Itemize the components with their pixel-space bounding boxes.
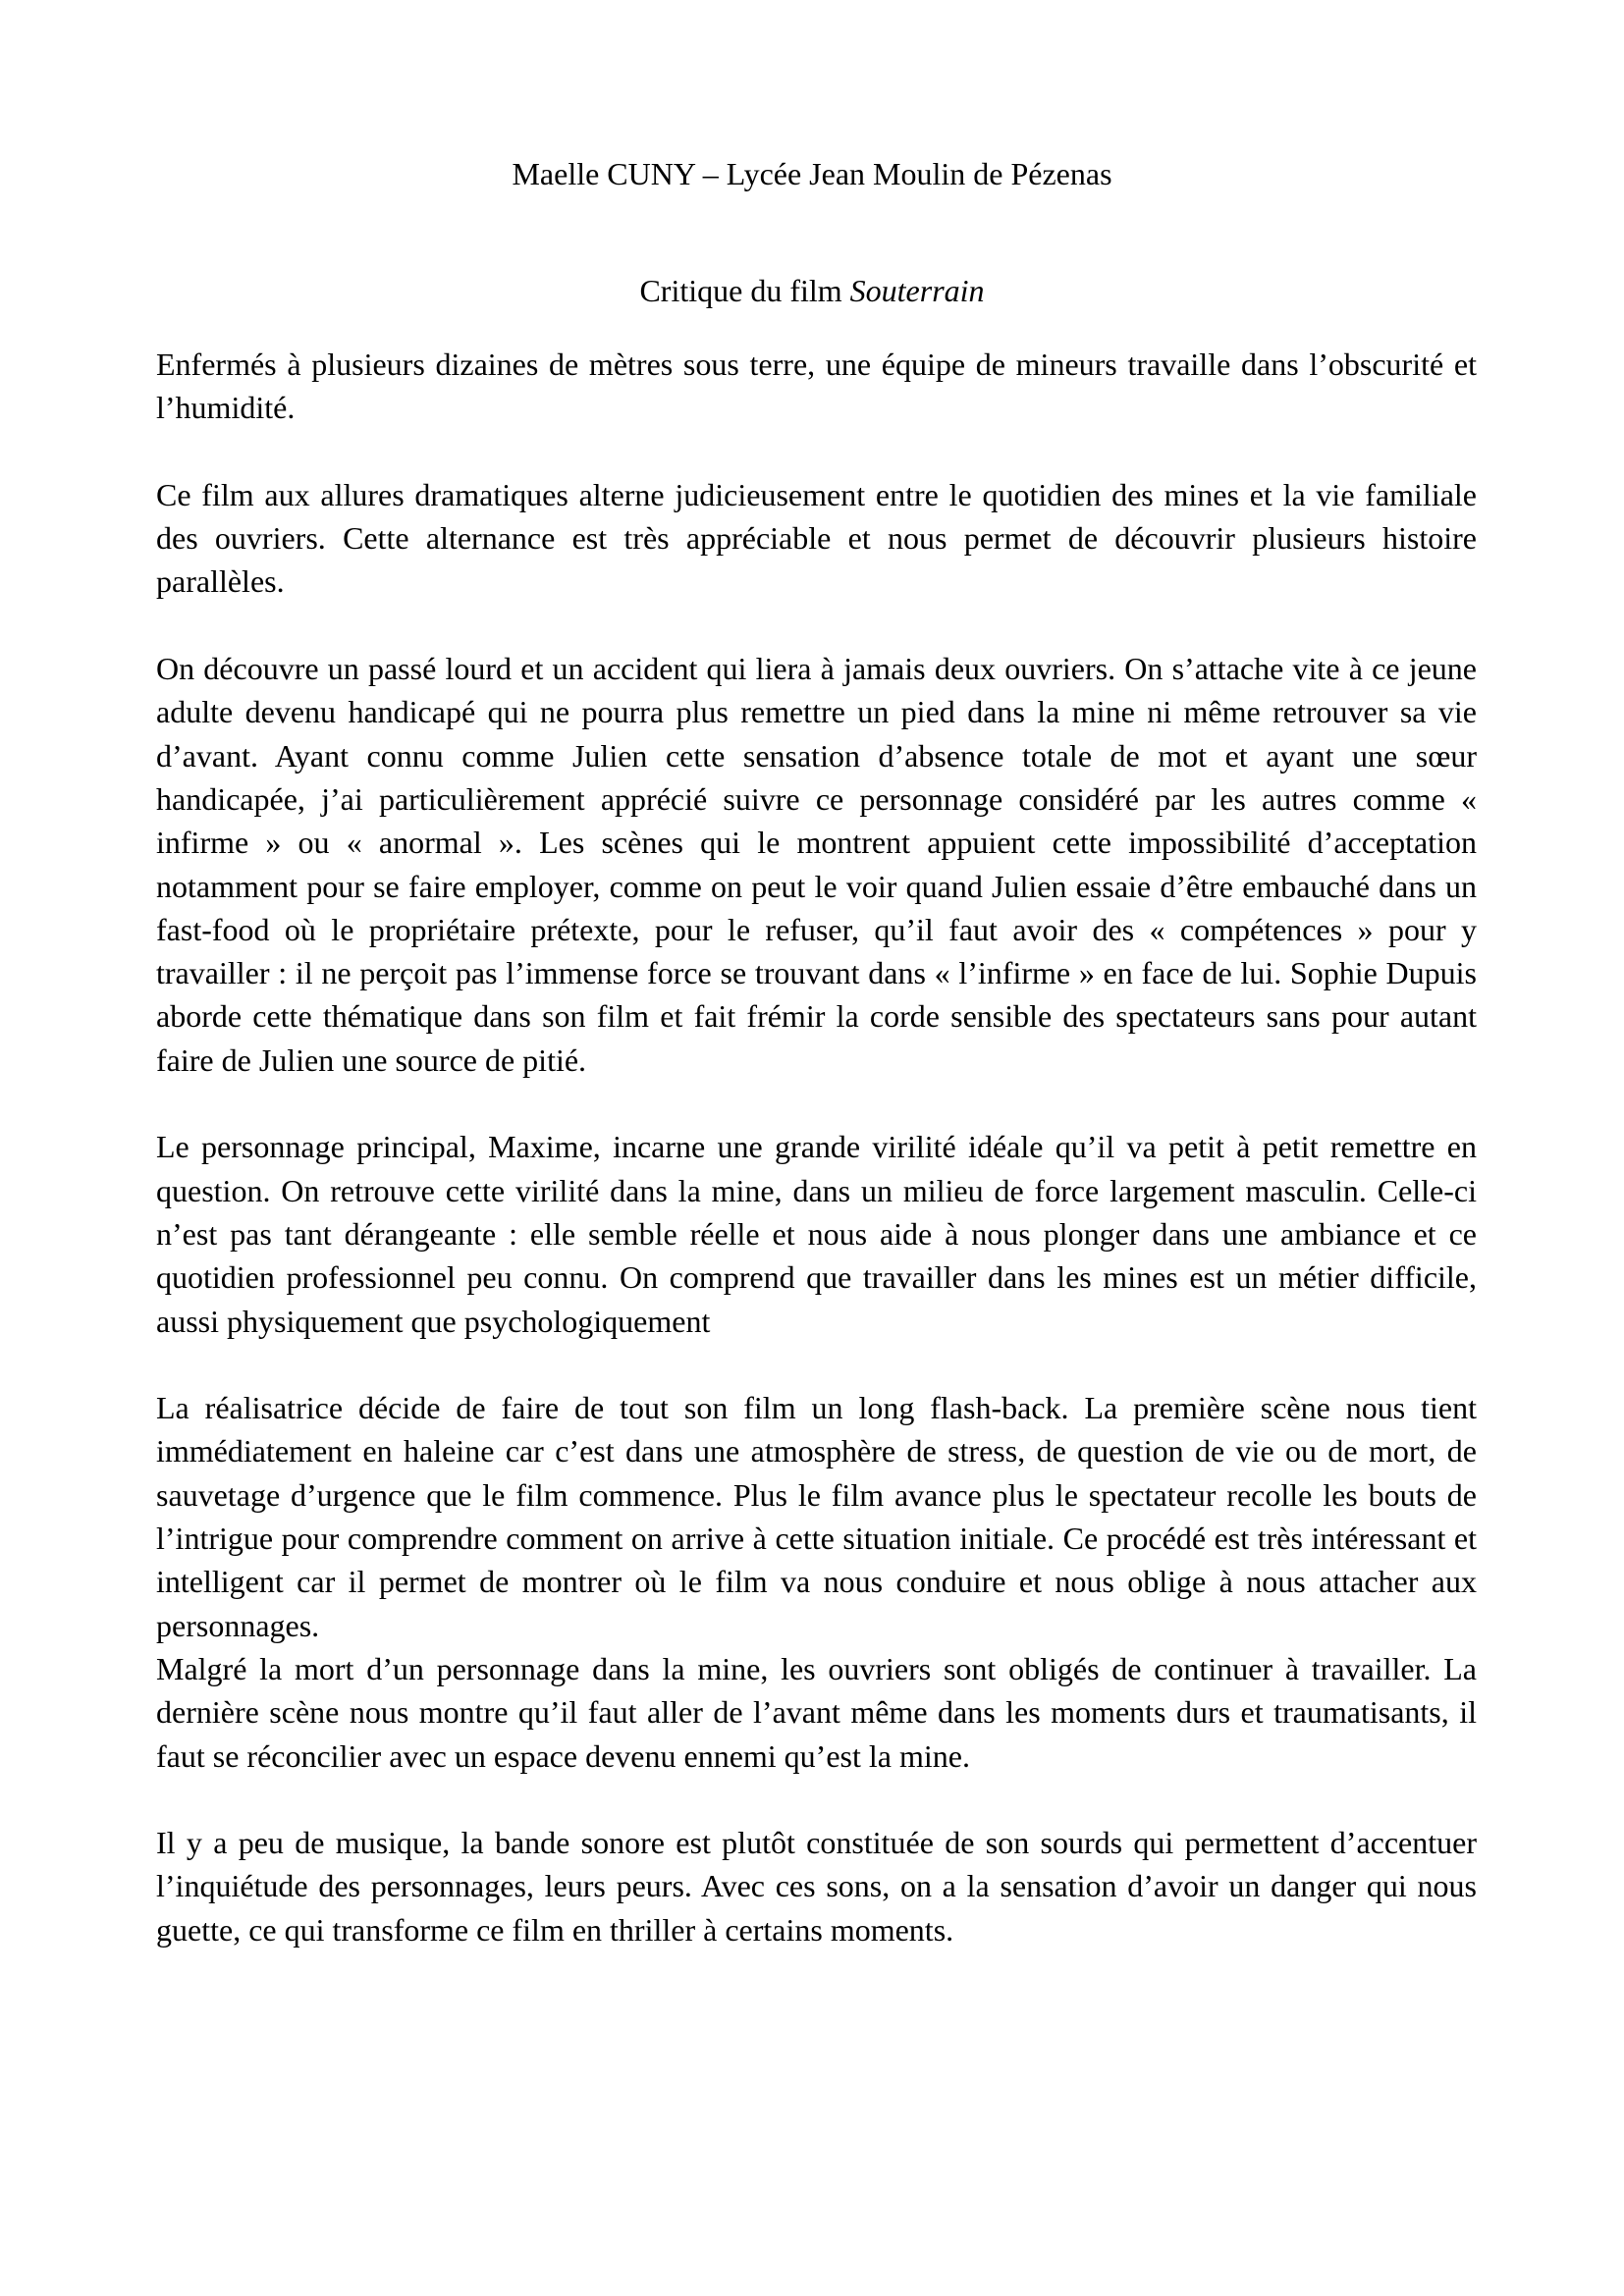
paragraph-maxime: Le personnage principal, Maxime, incarne une grande virilité idéale qu’il va petit à petit remettre en question. On retrouve cette virilité dans la mine, dans un milieu de force largement masculin. Celle-ci n’est pas tant dérangeante : elle semble réelle et nous aide à nous plonger dans une ambiance et ce quotidien professionnel peu connu. On comprend que travailler dans les mines est un métier difficile, aussi physiquement que psychologiquement bbox=[156, 1129, 1477, 1339]
paragraph-sound: Il y a peu de musique, la bande sonore est plutôt constituée de son sourds qui permettent d’accentuer l’inquiétude des personnages, leurs peurs. Avec ces sons, on a la sensation d’avoir un danger qui nous guette, ce qui transforme ce film en thriller à certains moments. bbox=[156, 1825, 1477, 1948]
paragraph-julien: On découvre un passé lourd et un accident qui liera à jamais deux ouvriers. On s’attache vite à ce jeune adulte devenu handicapé qui ne pourra plus remettre un pied dans la mine ni même retrouver sa vie d’avant. Ayant connu comme Julien cette sensation d’absence totale de mot et ayant une sœur handicapée, j’ai particulièrement apprécié suivre ce personnage considéré par les autres comme « infirme » ou « anormal ». Les scènes qui le montrent appuient cette impossibilité d’acceptation notamment pour se faire employer, comme on peut le voir quand Julien essaie d’être embauché dans un fast-food où le propriétaire prétexte, pour le refuser, qu’il faut avoir des « compétences » pour y travailler : il ne perçoit pas l’immense force se trouvant dans « l’infirme » en face de lui. Sophie Dupuis aborde cette thématique dans son film et fait frémir la corde sensible des spectateurs sans pour autant faire de Julien une source de pitié. bbox=[156, 651, 1477, 1078]
document-title bbox=[0, 269, 1624, 312]
author-line: Maelle CUNY – Lycée Jean Moulin de Pézenas bbox=[512, 156, 1112, 191]
title-prefix: Critique du film bbox=[639, 273, 850, 308]
paragraph-flashback: La réalisatrice décide de faire de tout son film un long flash-back. La première scène nous tient immédiatement en haleine car c’est dans une atmosphère de stress, de question de vie ou de mort, de sauvetage d’urgence que le film commence. Plus le film avance plus le spectateur recolle les bouts de l’intrigue pour comprendre comment on arrive à cette situation initiale. Ce procédé est très intéressant et intelligent car il permet de montrer où le film va nous conduire et nous oblige à nous attacher aux personnages. bbox=[156, 1390, 1477, 1643]
document-body bbox=[156, 343, 1477, 1951]
paragraph-intro: Enfermés à plusieurs dizaines de mètres sous terre, une équipe de mineurs travaille dans l’obscurité et l’humidité. bbox=[156, 347, 1477, 426]
paragraph-ending: Malgré la mort d’un personnage dans la mine, les ouvriers sont obligés de continuer à travailler. La dernière scène nous montre qu’il faut aller de l’avant même dans les moments durs et traumatisants, il faut se réconcilier avec un espace devenu ennemi qu’est la mine. bbox=[156, 1650, 1477, 1774]
film-title: Souterrain bbox=[849, 273, 985, 308]
paragraph-alternance: Ce film aux allures dramatiques alterne judicieusement entre le quotidien des mines et la vie familiale des ouvriers. Cette alternance est très appréciable et nous permet de découvrir plusieurs histoire parallèles. bbox=[156, 476, 1477, 600]
